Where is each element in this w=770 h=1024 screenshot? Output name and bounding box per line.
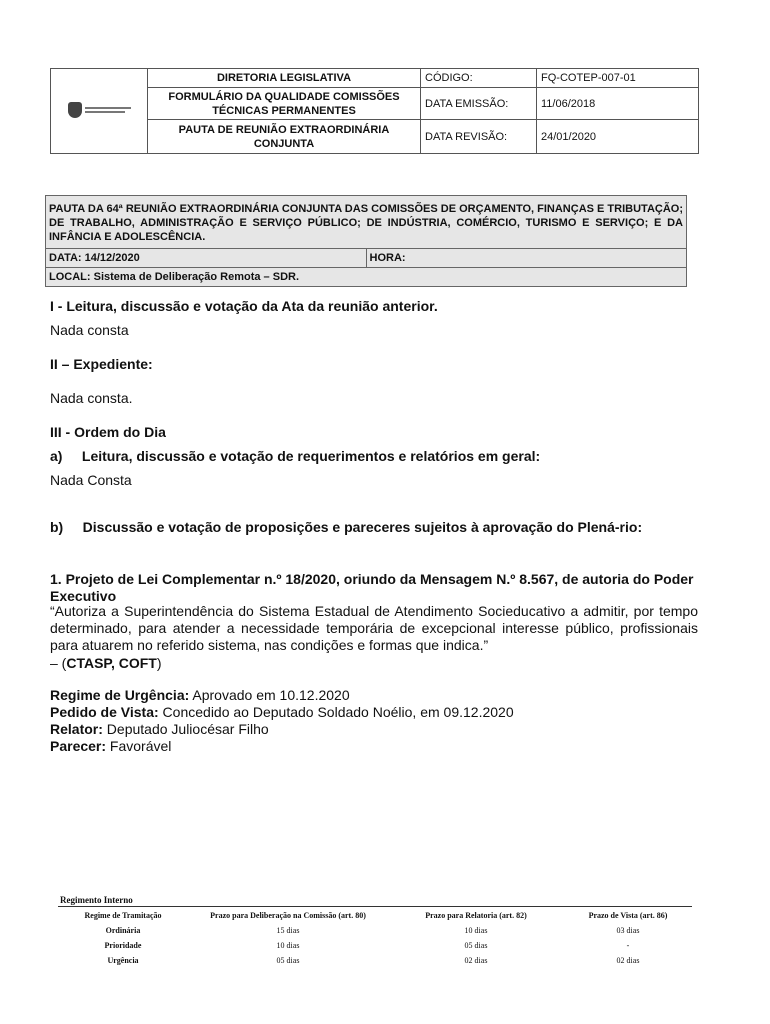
regime-line bbox=[50, 687, 698, 704]
crest-icon bbox=[68, 102, 82, 118]
table-row bbox=[58, 953, 692, 968]
column-header: Prazo para Relatoria (art. 82) bbox=[425, 911, 527, 920]
section-1-heading: I - Leitura, discussão e votação da Ata da reunião anterior. bbox=[50, 298, 438, 314]
regime-label: Regime de Urgência: bbox=[50, 687, 190, 703]
table-cell: Ordinária bbox=[105, 926, 141, 935]
issue-date-value: 11/06/2018 bbox=[537, 88, 699, 120]
vista-line bbox=[50, 704, 698, 721]
table-cell: 05 dias bbox=[464, 941, 488, 950]
meeting-location: LOCAL: Sistema de Deliberação Remota – SDR. bbox=[46, 268, 687, 287]
item-1-close: ) bbox=[156, 655, 162, 671]
code-label: CÓDIGO: bbox=[421, 69, 537, 88]
vista-value: Concedido ao Deputado Soldado Noélio, em 09.12.2020 bbox=[158, 704, 514, 720]
column-header: Regime de Tramitação bbox=[84, 911, 162, 920]
parecer-value: Favorável bbox=[106, 738, 172, 754]
parecer-line bbox=[50, 738, 698, 755]
item-1-dash: – ( bbox=[50, 655, 67, 671]
section-3a-text: Nada Consta bbox=[50, 472, 132, 488]
section-1-text: Nada consta bbox=[50, 322, 129, 338]
section-3-heading: III - Ordem do Dia bbox=[50, 424, 166, 440]
agenda-title: PAUTA DA 64ª REUNIÃO EXTRAORDINÁRIA CONJUNTA DAS COMISSÕES DE ORÇAMENTO, FINANÇAS E TRIBUTAÇÃO; DE TRABALHO, ADMINISTRAÇÃO E SERVIÇO PÚBLICO; DE INDÚSTRIA, COMÉRCIO, TURISMO E SERVIÇO; E DA INFÂNCIA E ADOLESCÊNCIA. bbox=[46, 196, 687, 249]
deadline-table bbox=[58, 908, 692, 968]
issue-date-label: DATA EMISSÃO: bbox=[421, 88, 537, 120]
table-row bbox=[58, 923, 692, 938]
revision-date-value: 24/01/2020 bbox=[537, 120, 699, 154]
table-cell: 10 dias bbox=[276, 941, 300, 950]
table-cell: Prioridade bbox=[104, 941, 142, 950]
code-value: FQ-COTEP-007-01 bbox=[537, 69, 699, 88]
column-header: Prazo de Vista (art. 86) bbox=[588, 911, 668, 920]
table-cell: 02 dias bbox=[464, 956, 488, 965]
meeting-time: HORA: bbox=[366, 249, 687, 268]
table-row bbox=[58, 938, 692, 953]
column-header: Prazo para Deliberação na Comissão (art. 80) bbox=[210, 911, 366, 920]
relator-label: Relator: bbox=[50, 721, 103, 737]
parecer-label: Parecer: bbox=[50, 738, 107, 754]
item-1-description: “Autoriza a Superintendência do Sistema Estadual de Atendimento Socieducativo a admitir, por tempo determinado, para atender a necessidade temporária de excepcional interesse público, profissionais para atuarem no referido sistema, nas condições e formas que indica.” bbox=[50, 603, 698, 653]
assembly-logo bbox=[68, 102, 131, 118]
footer-divider bbox=[58, 906, 692, 907]
meeting-type-title: PAUTA DE REUNIÃO EXTRAORDINÁRIA CONJUNTA bbox=[148, 120, 421, 154]
logo-cell bbox=[51, 69, 148, 154]
section-2-text: Nada consta. bbox=[50, 390, 133, 406]
table-cell: Urgência bbox=[107, 956, 139, 965]
section-3b-heading: b) Discussão e votação de proposições e pareceres sujeitos à aprovação do Plená-rio: bbox=[50, 519, 643, 535]
relator-value: Deputado Juliocésar Filho bbox=[102, 721, 269, 737]
meeting-date: DATA: 14/12/2020 bbox=[46, 249, 367, 268]
revision-date-label: DATA REVISÃO: bbox=[421, 120, 537, 154]
department-title: DIRETORIA LEGISLATIVA bbox=[148, 69, 421, 88]
section-3a-heading: a) Leitura, discussão e votação de requerimentos e relatórios em geral: bbox=[50, 448, 541, 464]
table-cell: 15 dias bbox=[276, 926, 300, 935]
table-cell: 05 dias bbox=[276, 956, 300, 965]
table-cell: 03 dias bbox=[616, 926, 640, 935]
deadline-table-header bbox=[58, 908, 692, 923]
form-title: FORMULÁRIO DA QUALIDADE COMISSÕES TÉCNICAS PERMANENTES bbox=[148, 88, 421, 120]
table-cell: 02 dias bbox=[616, 956, 640, 965]
item-1-commissions-line bbox=[50, 655, 698, 672]
vista-label: Pedido de Vista: bbox=[50, 704, 159, 720]
logo-wordmark bbox=[85, 107, 131, 113]
relator-line bbox=[50, 721, 698, 738]
document-header-table bbox=[50, 68, 699, 154]
agenda-info-table bbox=[45, 195, 687, 287]
item-1-commissions: CTASP, COFT bbox=[66, 655, 157, 671]
footer-title: Regimento Interno bbox=[60, 895, 133, 905]
table-cell: 10 dias bbox=[464, 926, 488, 935]
section-2-heading: II – Expediente: bbox=[50, 356, 153, 372]
regime-value: Aprovado em 10.12.2020 bbox=[189, 687, 350, 703]
item-1-heading: 1. Projeto de Lei Complementar n.º 18/2020, oriundo da Mensagem N.º 8.567, de autoria do Poder Executivo bbox=[50, 571, 694, 604]
table-cell: - bbox=[626, 941, 630, 950]
